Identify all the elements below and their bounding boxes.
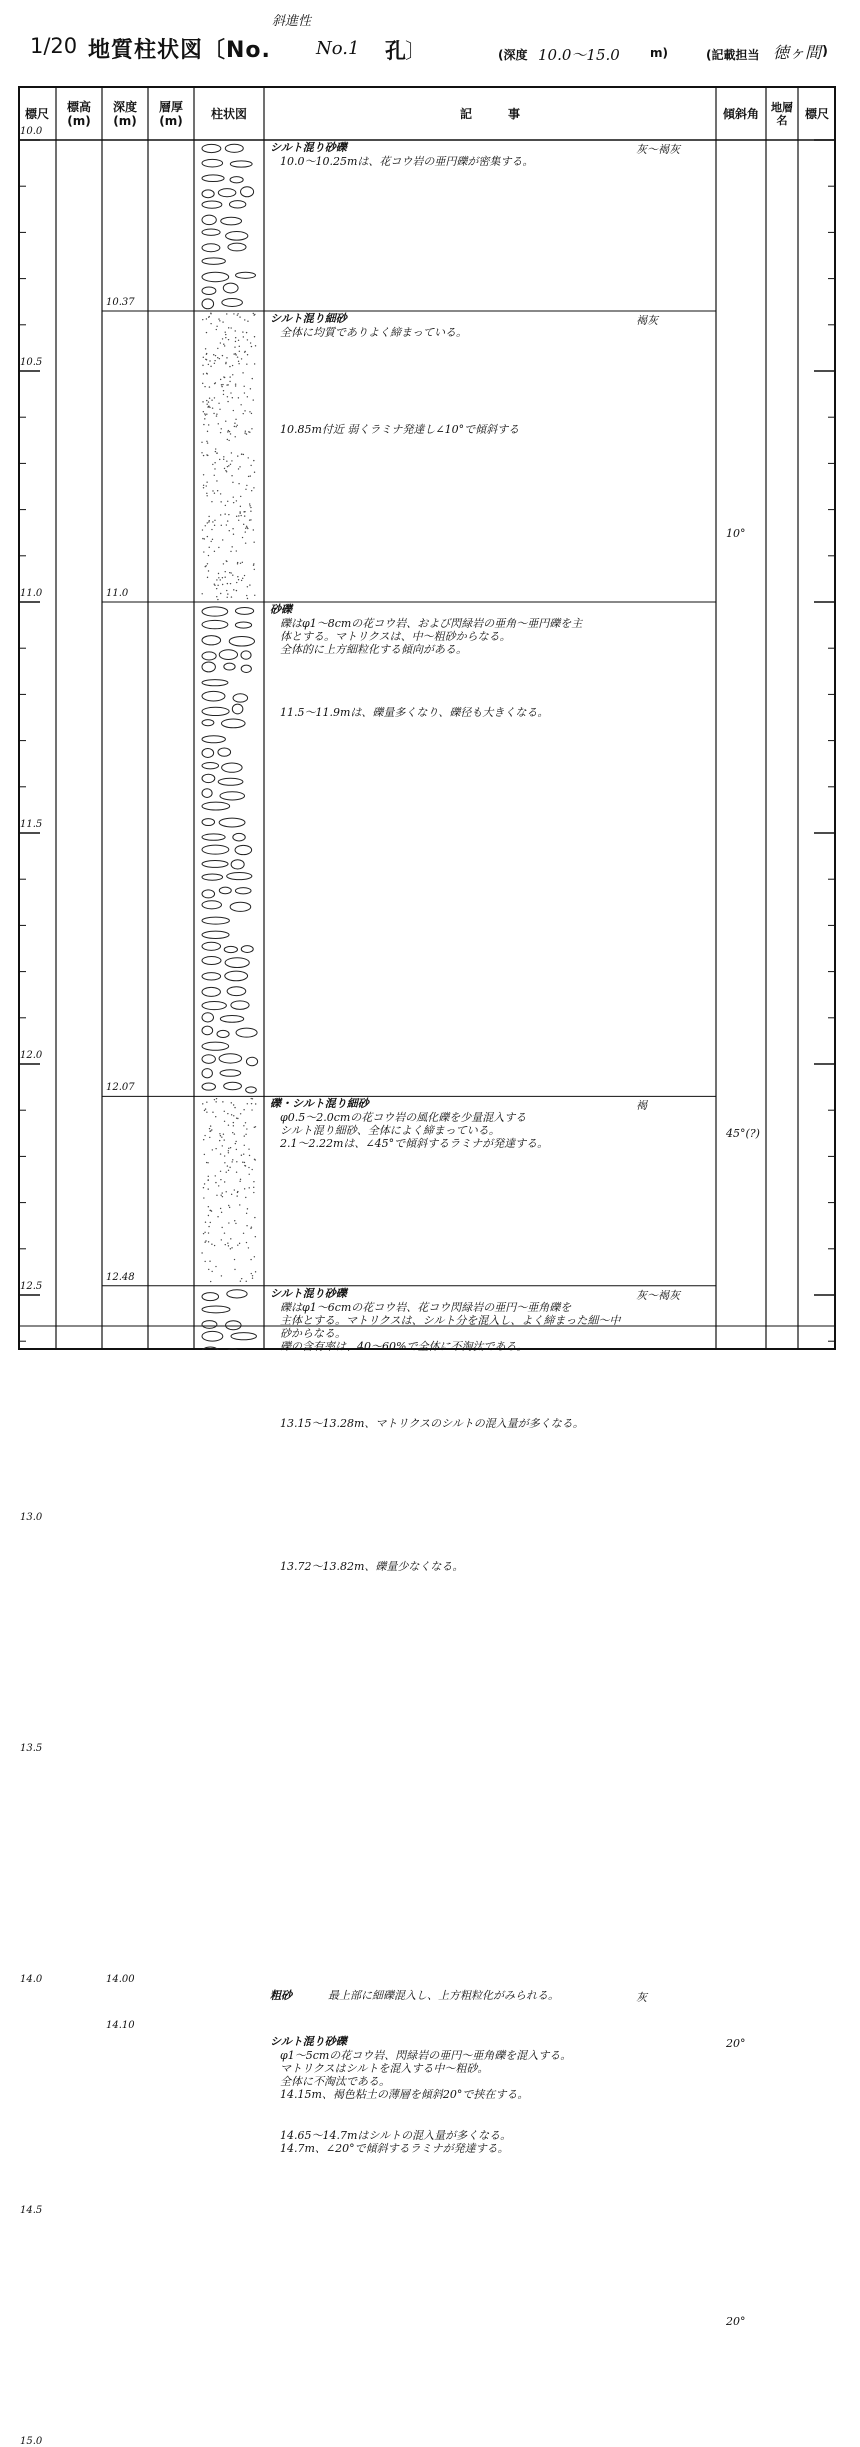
- hole-suffix: 孔: [385, 39, 406, 63]
- layer-name: 砂礫: [270, 603, 292, 616]
- handwritten-borehole-type: 斜進性: [272, 14, 312, 29]
- recorder-name: 徳ヶ間: [773, 43, 822, 62]
- title-block: [0, 0, 860, 80]
- depth-label: 12.48: [106, 1271, 135, 1283]
- page-title: 地質柱状図〔No.: [88, 38, 271, 63]
- depth-range-value: 10.0〜15.0: [538, 46, 620, 64]
- scale-label: 14.5: [20, 2205, 43, 2216]
- scale-label: 13.5: [20, 1743, 43, 1754]
- layer-color: 灰〜褐灰: [636, 143, 680, 156]
- layer-color: 褐: [636, 1099, 647, 1113]
- dip-angle: 20°: [726, 2314, 746, 2328]
- header-scale-right: 標尺: [804, 107, 829, 121]
- header-dip: 傾斜角: [722, 107, 759, 121]
- scale-ratio: 1/20: [30, 34, 78, 58]
- depth-label: 12.07: [106, 1082, 135, 1094]
- layer-description-line: 14.7m、∠20°で傾斜するラミナが発達する。: [280, 2142, 509, 2156]
- layer-description-line: 礫はφ1〜6cmの花コウ岩、花コウ閃緑岩の亜円〜亜角礫を: [280, 1300, 572, 1314]
- layer-description-line: 礫はφ1〜8cmの花コウ岩、および閃緑岩の亜角〜亜円礫を主: [280, 617, 583, 630]
- header-depth: 深度 (m): [112, 100, 137, 128]
- recorder-close-paren: ): [822, 44, 828, 59]
- layer-description-line: 全体に不淘汰である。: [280, 2075, 390, 2089]
- depth-label: 14.00: [106, 1974, 135, 1985]
- layer-description-line: φ0.5〜2.0cmの花コウ岩の風化礫を少量混入する: [280, 1111, 527, 1125]
- layer-description-line: 砂からなる。: [280, 1326, 346, 1340]
- layer-description-line: マトリクスはシルトを混入する中〜粗砂。: [280, 2062, 489, 2076]
- scale-label: 14.0: [20, 1974, 43, 1985]
- handwritten-borehole-number: No.1: [316, 38, 360, 59]
- scale-label: 15.0: [20, 2436, 43, 2447]
- layer-description-line: シルト混り細砂、全体によく締まっている。: [280, 1124, 500, 1138]
- layer-color: 灰: [636, 1991, 647, 2004]
- title-close-bracket: 〕: [405, 39, 426, 63]
- layer-name: シルト混り砂礫: [270, 2035, 347, 2049]
- scale-label: 10.5: [20, 357, 43, 368]
- layer-description-line: 全体に均質でありよく締まっている。: [280, 325, 467, 339]
- scale-label: 13.0: [20, 1512, 43, 1523]
- header-scale: 標尺: [24, 107, 49, 121]
- layer-name: シルト混り細砂: [270, 311, 347, 325]
- depth-label: 11.0: [106, 588, 129, 599]
- layer-name: 粗砂: [270, 1989, 292, 2002]
- header-description: 記 事: [459, 107, 520, 121]
- layer-description-line: 11.5〜11.9mは、礫量多くなり、礫径も大きくなる。: [280, 706, 549, 719]
- depth-label: 14.10: [106, 2020, 135, 2032]
- depth-range-unit: m): [650, 46, 668, 60]
- scale-label: 12.5: [20, 1281, 43, 1292]
- layer-description-line: 主体とする。マトリクスは、シルト分を混入し、よく締まった細〜中: [280, 1313, 621, 1327]
- layer-description-line: 体とする。マトリクスは、中〜粗砂からなる。: [280, 630, 511, 643]
- layer-description-line: 礫の含有率は、40〜60%で全体に不淘汰である。: [280, 1339, 528, 1353]
- layer-description-line: 13.72〜13.82m、礫量少なくなる。: [280, 1559, 464, 1573]
- layer-description-line: 10.0〜10.25mは、花コウ岩の亜円礫が密集する。: [280, 155, 534, 168]
- layer-name: 礫・シルト混り細砂: [270, 1097, 369, 1111]
- scale-label: 11.5: [20, 819, 43, 830]
- dip-angle: 20°: [726, 2037, 746, 2051]
- layer-color: 灰〜褐灰: [636, 1288, 680, 1302]
- scale-label: 10.0: [20, 126, 43, 137]
- scale-label: 12.0: [20, 1050, 43, 1061]
- dip-angle: 10°: [726, 526, 746, 540]
- header-column: 柱状図: [210, 107, 247, 121]
- layer-name: シルト混り砂礫: [270, 141, 347, 154]
- layer-description-line: 10.85m付近 弱くラミナ発達し∠10°で傾斜する: [280, 422, 520, 436]
- layer-description-line: 全体的に上方細粒化する傾向がある。: [280, 643, 467, 656]
- layer-description-line: φ1〜5cmの花コウ岩、閃緑岩の亜円〜亜角礫を混入する。: [280, 2049, 572, 2063]
- scale-label: 11.0: [20, 588, 43, 599]
- dip-angle: 45°(?): [726, 1127, 760, 1141]
- layer-description-line: 2.1〜2.22mは、∠45°で傾斜するラミナが発達する。: [280, 1137, 549, 1151]
- layer-description-line: 13.15〜13.28m、マトリクスのシルトの混入量が多くなる。: [280, 1416, 584, 1430]
- depth-label: 10.37: [106, 296, 135, 308]
- header-formation: 地層名: [771, 101, 793, 127]
- layer-description-line: 14.65〜14.7mはシルトの混入量が多くなる。: [280, 2129, 512, 2143]
- layer-name: シルト混り砂礫: [270, 1286, 347, 1300]
- layer-description-line: 14.15m、褐色粘土の薄層を傾斜20°で挟在する。: [280, 2088, 529, 2102]
- header-elevation: 標高 (m): [66, 100, 91, 128]
- layer-description-line: 最上部に細礫混入し、上方粗粒化がみられる。: [328, 1989, 559, 2002]
- header-thickness: 層厚 (m): [158, 100, 183, 128]
- depth-range-label: (深度: [498, 48, 528, 62]
- recorder-label: (記載担当: [706, 48, 760, 62]
- layer-color: 褐灰: [636, 313, 658, 327]
- borehole-log-table: [18, 86, 836, 2447]
